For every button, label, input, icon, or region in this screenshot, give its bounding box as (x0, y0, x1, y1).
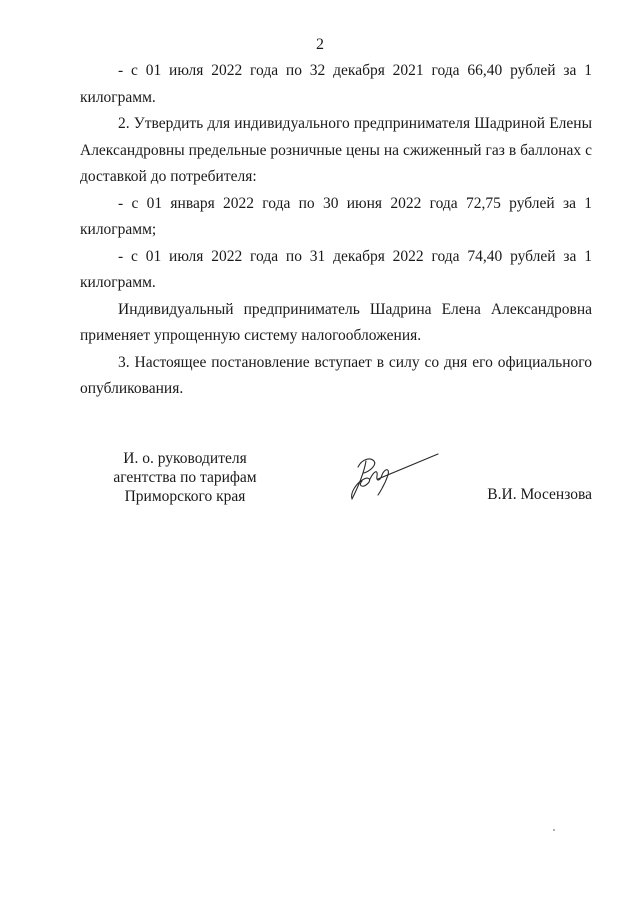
paragraph-item-2: 2. Утвердить для индивидуального предпринимателя Шадриной Елены Александровны предельные розничные цены на сжиженный газ в баллонах с доставкой до потребителя: (80, 115, 592, 185)
paragraph-tax-system: Индивидуальный предприниматель Шадрина Елена Александровна применяет упрощенную систему налогообложения. (80, 300, 592, 344)
paragraph-item-3: 3. Настоящее постановление вступает в силу со дня его официального опубликования. (80, 353, 592, 397)
document-body (80, 58, 592, 403)
scan-speck (553, 829, 555, 831)
signatory-name: В.И. Мосензова (487, 486, 592, 503)
paragraph-price-july-december-2022: - с 01 июля 2022 года по 31 декабря 2022 года 74,40 рублей за 1 килограмм. (80, 247, 592, 291)
paragraph-price-january-2022: - с 01 января 2022 года по 30 июня 2022 года 72,75 рублей за 1 килограмм; (80, 194, 592, 238)
signatory-title-line: И. о. руководителя (123, 450, 247, 467)
signatory-title (80, 449, 290, 506)
paragraph-price-july-2022: - с 01 июля 2022 года по 32 декабря 2021 года 66,40 рублей за 1 килограмм. (80, 62, 592, 106)
handwritten-signature (344, 449, 440, 505)
signatory-title-line: Приморского края (124, 488, 246, 505)
page-number: 2 (316, 36, 324, 53)
signatory-title-line: агентства по тарифам (113, 469, 257, 486)
signature-block (80, 449, 592, 519)
